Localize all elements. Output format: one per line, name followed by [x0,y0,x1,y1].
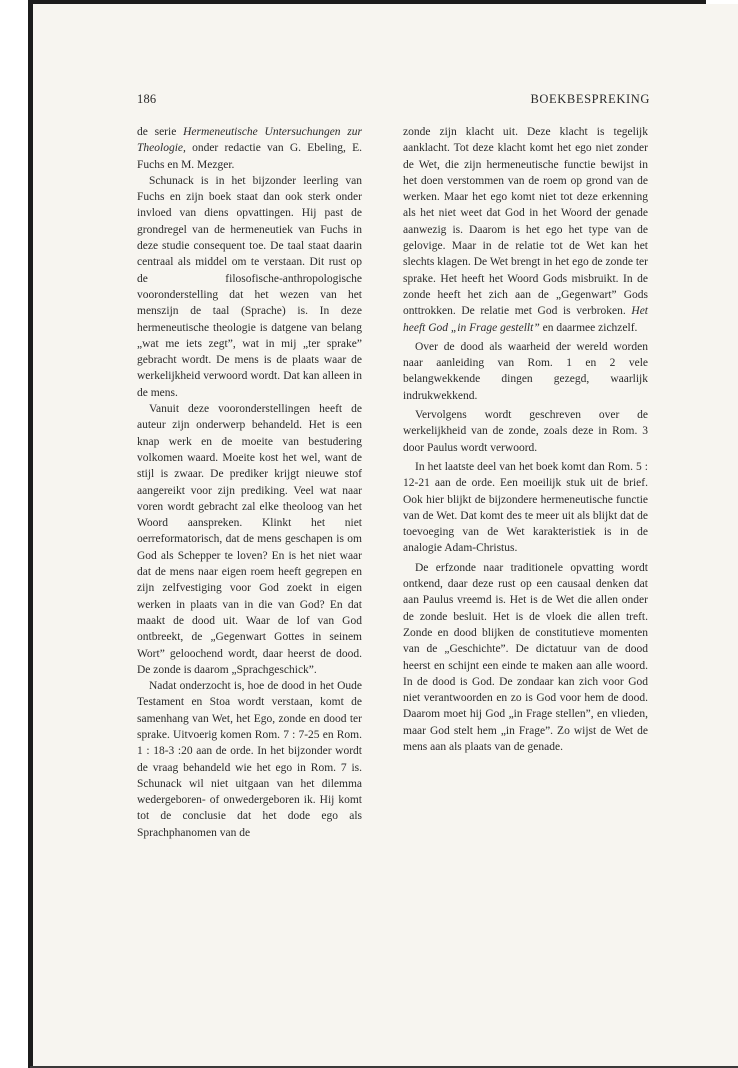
left-paragraph-4: Nadat onderzocht is, hoe de dood in het Oude Testament en Stoa wordt verstaan, komt de samenhang van Wet, het Ego, zonde en dood ter sprake. Uitvoerig komen Rom. 7 : 7-25 en Rom. 1 : 18-3 :20 aan de orde. In het bijzonder wordt de vraag behandeld wie het ego in Rom. 7 is. Schunack wil niet uitgaan van het dilemma wedergeboren- of onwedergeboren ik. Hij komt tot de conclusie dat het dode ego als Sprachphanomen van de [137,680,362,839]
right-paragraph-4: In het laatste deel van het boek komt dan Rom. 5 : 12-21 aan de orde. Een moeilijk stuk uit de brief. Ook hier blijkt de bijzondere hermeneutische functie van de Wet. Dat komt des te meer uit als blijkt dat de toevoeging van de Wet karakteristiek is in de analogie Adam-Christus. [403,460,648,555]
left-paragraph-2: Schunack is in het bijzonder leerling van Fuchs en zijn boek staat dan ook sterk onder invloed van diens opvattingen. Hij past de grondregel van de hermeneutiek van Fuchs in deze studie consequent toe. De taal staat daarin centraal als middel om te verstaan. Dit rust op de filosofische-anthropologische vooronderstelling dat het wezen van het menszijn de taal (Sprache) is. In deze hermeneutische theologie is datgene van belang „wat me iets zegt”, wat in mij „ter sprake” gebracht wordt. De mens is de plaats waar de werkelijkheid verwoord wordt. Dat kan alleen in de mens. [137,174,362,399]
right-p1-text: zonde zijn klacht uit. Deze klacht is tegelijk aanklacht. Tot deze klacht komt het ego niet zonder de Wet, die zijn hermeneutische functie bewijst in het doen verstommen van de roem op grond van de werken. Maar het ego komt niet tot deze erkenning als het niet weet dat God in het Woord der genade aanwezig is. Daarom is het ego het type van de gelovige. Maar in de relatie tot de Wet kan het slechts klagen. De Wet brengt in het ego de zonde ter sprake. Het heeft het Woord Gods misbruikt. In de zonde heeft het zich aan de „Gegenwart” Gods onttrokken. De relatie met God is verbroken. [403,126,648,318]
right-p1-italic: Het heeft God „in Frage gestellt” [403,305,648,334]
right-paragraph-3: Vervolgens wordt geschreven over de werkelijkheid van de zonde, zoals deze in Rom. 3 door Paulus wordt verwoord. [403,409,648,454]
right-paragraph-1 [403,124,648,336]
series-intro: de serie [137,126,184,138]
right-p1-tail: en daarmee zichzelf. [539,321,638,334]
left-paragraph-1 [137,124,362,173]
series-editors: onder redactie van G. Ebeling, E. Fuchs en M. Mezger. [137,142,362,171]
left-paragraph-3: Vanuit deze vooronderstellingen heeft de auteur zijn onderwerp behandeld. Het is een knap werk en de moeite van bestudering volkomen waard. Moeite kost het wel, want de stijl is zwaar. De prediker krijgt nieuwe stof aangereikt voor zijn prediking. Veel wat naar voren wordt gebracht zal elke theoloog van het Woord aanspreken. Klinkt het niet oerreformatorisch, dat de mens geschapen is om God als Schepper te loven? En is het niet waar dat de mens naar eigen roem heeft gegrepen en zijn zelfvestiging voor God zoekt in eigen werken in plaats van in die van God? En dat maakt de dood uit. Waar de lof van God ontbreekt, de „Gegenwart Gottes in seinem Wort” geloochend wordt, daar heerst de dood. De zonde is daarom „Sprachgeschick”. [137,403,362,676]
left-column [137,124,362,841]
running-head: BOEKBESPREKING [530,92,650,106]
series-title: Hermeneutische Untersuchungen zur Theologie, [137,126,362,155]
right-column [403,124,648,755]
page-number: 186 [137,92,157,106]
right-paragraph-2: Over de dood als waarheid der wereld worden naar aanleiding van Rom. 1 en 2 vele belangwekkende dingen gezegd, waarlijk indrukwekkend. [403,340,648,402]
right-paragraph-5: De erfzonde naar traditionele opvatting wordt ontkend, daar deze rust op een causaal denken dat aan Paulus vreemd is. Het is de Wet die allen onder de zonde besluit. Het is de vloek die allen treft. Zonde en dood blijken de constitutieve momenten van de „Geschichte”. De dictatuur van de dood heerst en schijnt een einde te maken aan alle woord. In de dood is God. De zondaar kan zich voor God niet verantwoorden en zo is God voor hem de dood. Daarom moet hij God „in Frage stellen”, en vlieden, maar God stelt hem „in Frage”. Zo wijst de Wet de mens aan als plaats van de genade. [403,561,648,753]
